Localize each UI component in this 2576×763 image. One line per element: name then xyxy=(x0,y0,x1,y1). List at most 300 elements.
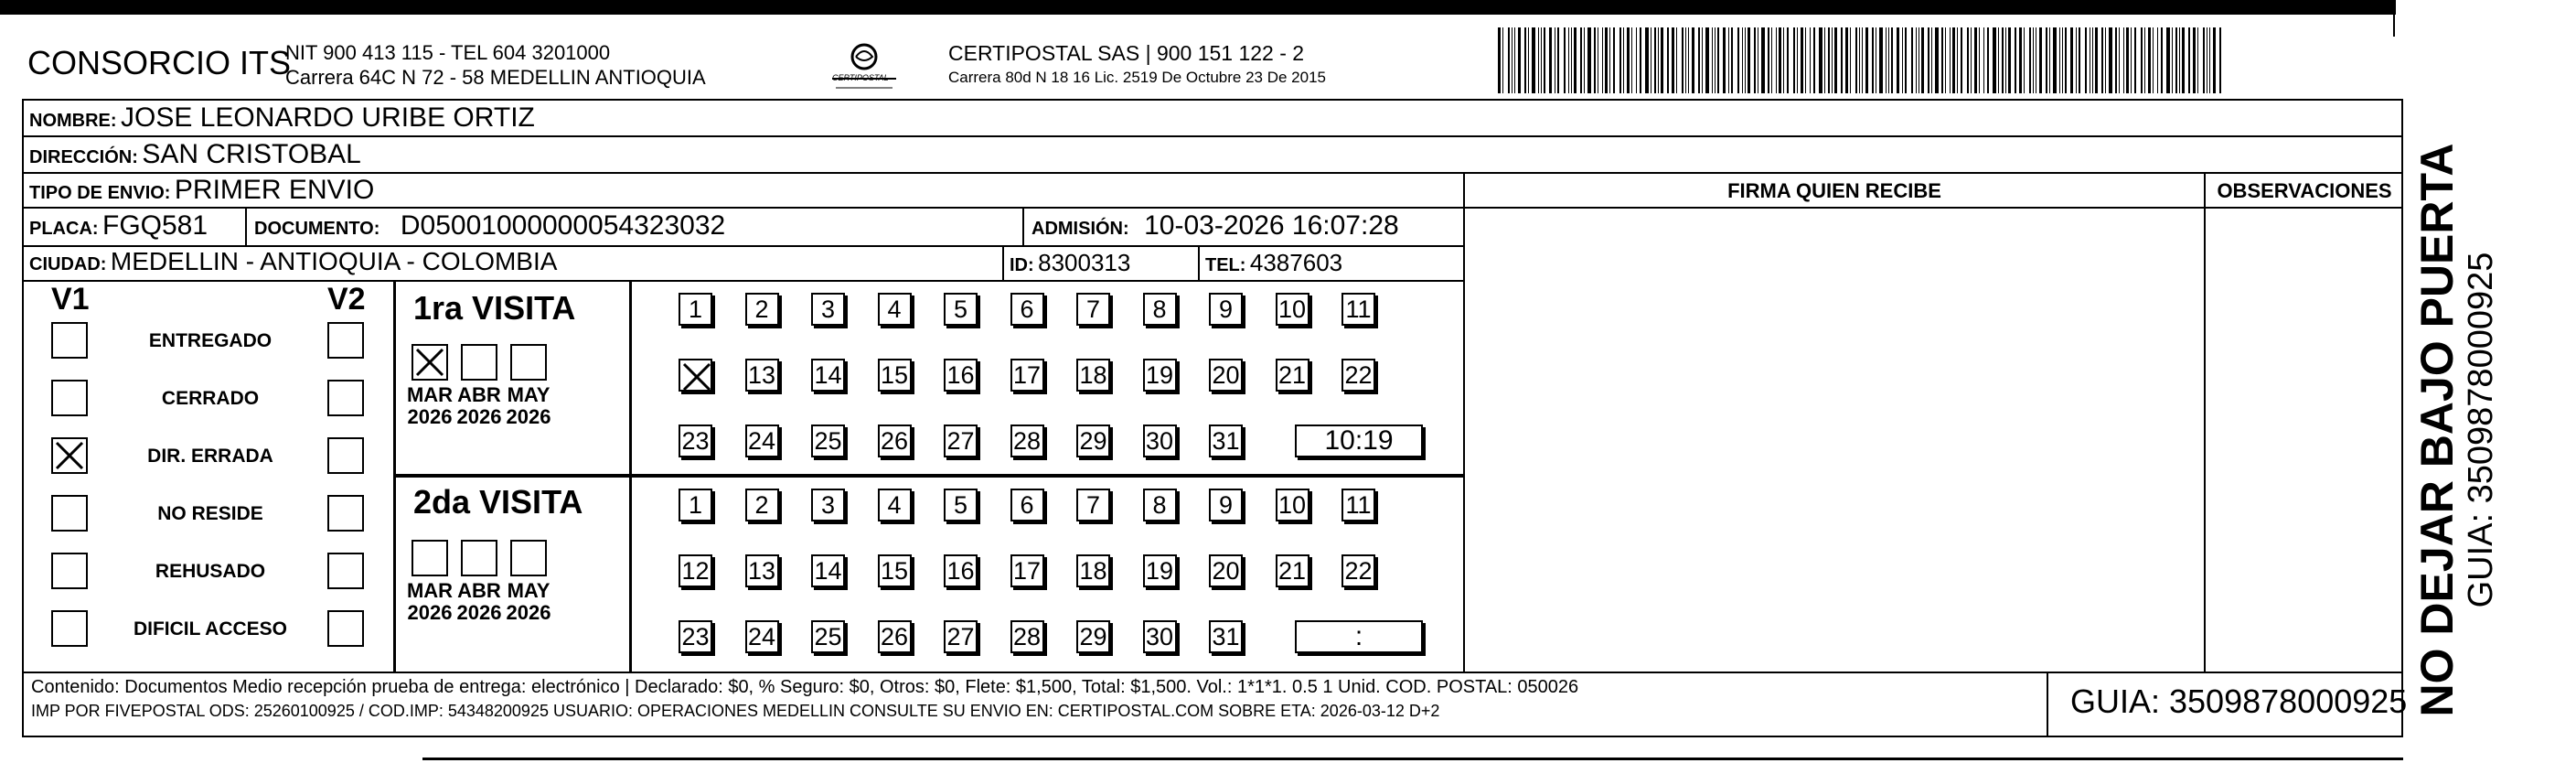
firma-header: FIRMA QUIEN RECIBE xyxy=(1727,179,1941,202)
tipo-value: PRIMER ENVIO xyxy=(174,175,375,205)
barcode-bar xyxy=(1783,27,1784,93)
barcode-bar xyxy=(2126,27,2129,93)
barcode-bar xyxy=(1850,27,1851,93)
barcode-bar xyxy=(1768,27,1769,93)
barcode-bar xyxy=(2175,27,2177,93)
barcode-bar xyxy=(1928,27,1929,93)
barcode-bar xyxy=(1891,27,1893,93)
barcode-bar xyxy=(2134,27,2136,93)
placa-field xyxy=(29,210,208,242)
v1-checkbox[interactable] xyxy=(51,553,88,589)
observaciones-header: OBSERVACIONES xyxy=(2217,179,2392,202)
barcode-bar xyxy=(1692,27,1694,93)
documento-field xyxy=(254,210,725,242)
barcode-bar xyxy=(1971,27,1972,93)
barcode-bar xyxy=(1715,27,1716,93)
row-divider xyxy=(22,280,1463,282)
barcode-bar xyxy=(1514,27,1515,93)
visit2-day-box[interactable]: 15 xyxy=(878,554,912,587)
barcode-bar xyxy=(1640,27,1641,93)
barcode-bar xyxy=(2101,27,2103,93)
barcode-bar xyxy=(1645,27,1649,93)
visit2-day-box[interactable]: 1 xyxy=(679,489,712,521)
v1-checkbox[interactable] xyxy=(51,495,88,532)
barcode-bar xyxy=(2153,27,2154,93)
barcode-bar xyxy=(1723,27,1726,93)
visit1-month-checkbox[interactable] xyxy=(412,344,448,381)
footer-line1: Contenido: Documentos Medio recepción prueba de entrega: electrónico | Declarado: $0, % Seguro: $0, Otros: $0, Flete: $1,500, Total: $1,500. Vol.: 1*1*1. 0.5 1 Unid. COD. POSTAL: 050026 xyxy=(31,677,1579,697)
visit1-title: 1ra VISITA xyxy=(413,289,576,327)
barcode-bar xyxy=(1805,27,1806,93)
barcode-bar xyxy=(1902,27,1903,93)
barcode-bar xyxy=(1886,27,1887,93)
barcode-bar xyxy=(1682,27,1683,93)
barcode-bar xyxy=(2161,27,2163,93)
barcode-bar xyxy=(1636,27,1637,93)
barcode-bar xyxy=(1568,27,1569,93)
id-value: 8300313 xyxy=(1038,249,1131,276)
visit1-month-checkbox[interactable] xyxy=(510,344,547,381)
barcode-bar xyxy=(1745,27,1746,93)
barcode-bar xyxy=(1983,27,1984,93)
visit2-title: 2da VISITA xyxy=(413,483,583,521)
visit1-day-box[interactable]: 6 xyxy=(1010,293,1044,326)
visit2-day-box[interactable]: 31 xyxy=(1209,620,1243,653)
barcode-bar xyxy=(1779,27,1781,93)
barcode-bar xyxy=(1957,27,1958,93)
issuer-address: Carrera 64C N 72 - 58 MEDELLIN ANTIOQUIA xyxy=(285,66,706,89)
carrier-info xyxy=(948,40,1326,90)
barcode-bar xyxy=(1859,27,1860,93)
v1-checkbox[interactable] xyxy=(51,610,88,647)
barcode-bar xyxy=(1737,27,1739,93)
visit2-day-box[interactable]: 24 xyxy=(745,620,779,653)
barcode-bar xyxy=(1717,27,1719,93)
v1-checkbox[interactable] xyxy=(51,437,88,474)
direccion-label: DIRECCIÓN: xyxy=(29,147,138,167)
visit2-day-box[interactable]: 17 xyxy=(1010,554,1044,587)
carrier-name: CERTIPOSTAL SAS | 900 151 122 - 2 xyxy=(948,41,1305,65)
barcode-bar xyxy=(2203,27,2205,93)
documento-value: D05001000000054323032 xyxy=(400,210,726,241)
v1-label: V1 xyxy=(51,282,90,317)
status-label: CERRADO xyxy=(161,388,260,409)
visit-divider xyxy=(393,474,1463,478)
barcode-bar xyxy=(2157,27,2158,93)
visit1-day-box[interactable]: 3 xyxy=(811,293,845,326)
visit1-month-label: MAR 2026 xyxy=(406,383,454,428)
barcode-bar xyxy=(2046,27,2047,93)
barcode-bar xyxy=(2065,27,2067,93)
visit1-day-box[interactable]: 29 xyxy=(1076,424,1110,457)
footer-line2: IMP POR FIVEPOSTAL ODS: 25260100925 / COD.IMP: 54348200925 USUARIO: OPERACIONES MEDELLIN CONSULTE SU ENVIO EN: CERTIPOSTAL.COM SOBRE ETA: 2026-03-12 D+2 xyxy=(31,702,1440,720)
barcode-bar xyxy=(1631,27,1632,93)
visit2-month-checkbox[interactable] xyxy=(461,540,497,576)
barcode-bar xyxy=(1828,27,1830,93)
barcode-bar xyxy=(2109,27,2112,93)
status-label: NO RESIDE xyxy=(157,503,263,524)
visit1-day-box[interactable]: 10 xyxy=(1276,293,1309,326)
visit1-day-box[interactable]: 4 xyxy=(878,293,912,326)
barcode-bar xyxy=(1801,27,1803,93)
barcode-bar xyxy=(1658,27,1659,93)
barcode-bar xyxy=(1705,27,1709,93)
barcode-bar xyxy=(1524,27,1526,93)
visit1-day-box[interactable]: 26 xyxy=(878,424,912,457)
barcode-bar xyxy=(1813,27,1815,93)
certipostal-logo xyxy=(823,38,905,93)
visit1-day-box[interactable]: 11 xyxy=(1341,293,1375,326)
barcode-bar xyxy=(1793,27,1795,93)
side-warning-text: NO DEJAR BAJO PUERTA xyxy=(2411,143,2463,717)
visit2-day-box[interactable]: 21 xyxy=(1276,554,1309,587)
status-label: DIR. ERRADA xyxy=(147,446,273,467)
col-divider-obs xyxy=(2204,172,2206,672)
barcode-bar xyxy=(1952,27,1955,93)
barcode-bar xyxy=(1761,27,1765,93)
barcode-bar xyxy=(1834,27,1837,93)
barcode-bar xyxy=(1667,27,1669,93)
barcode-bar xyxy=(1584,27,1585,93)
barcode-bar xyxy=(1993,27,1996,93)
row-divider xyxy=(22,135,2403,137)
visit1-day-box[interactable]: 5 xyxy=(944,293,978,326)
barcode-bar xyxy=(2079,27,2080,93)
visit2-time-box[interactable]: : xyxy=(1295,620,1423,653)
visit2-day-box[interactable]: 16 xyxy=(944,554,978,587)
barcode-bar xyxy=(2213,27,2216,93)
barcode-bar xyxy=(2197,27,2198,93)
visit2-day-box[interactable]: 28 xyxy=(1010,620,1044,653)
barcode-bar xyxy=(1654,27,1656,93)
v1-checkbox[interactable] xyxy=(51,380,88,416)
barcode-bar xyxy=(1754,27,1756,93)
visit1-day-box[interactable]: 21 xyxy=(1276,359,1309,392)
visit2-day-box[interactable]: 30 xyxy=(1143,620,1177,653)
tel-label: TEL: xyxy=(1205,255,1246,275)
barcode-bar xyxy=(2123,27,2124,93)
cell-divider xyxy=(245,207,247,245)
visit1-day-box[interactable]: 24 xyxy=(745,424,779,457)
issuer-nit: NIT 900 413 115 - TEL 604 3201000 xyxy=(285,41,611,64)
visit2-day-box[interactable]: 27 xyxy=(944,620,978,653)
barcode-bar xyxy=(1941,27,1943,93)
visit2-day-box[interactable]: 14 xyxy=(811,554,845,587)
barcode-bar xyxy=(1528,27,1529,93)
barcode-bar xyxy=(1564,27,1566,93)
barcode-bar xyxy=(1549,27,1552,93)
v2-checkbox[interactable] xyxy=(327,437,364,474)
visit1-day-box[interactable]: 1 xyxy=(679,293,712,326)
barcode-bar xyxy=(1609,27,1610,93)
barcode-bar xyxy=(1865,27,1868,93)
side-warning xyxy=(2412,128,2522,732)
barcode-bar xyxy=(1502,27,1503,93)
barcode-bar xyxy=(1879,27,1883,93)
barcode-bar xyxy=(2172,27,2173,93)
barcode-bar xyxy=(1987,27,1989,93)
visit2-day-box[interactable]: 26 xyxy=(878,620,912,653)
visit1-day-box[interactable]: 7 xyxy=(1076,293,1110,326)
visit1-day-box[interactable]: 17 xyxy=(1010,359,1044,392)
barcode-bar xyxy=(1832,27,1833,93)
direccion-value: SAN CRISTOBAL xyxy=(142,139,361,169)
barcode-bar xyxy=(1935,27,1939,93)
visit2-day-box[interactable]: 13 xyxy=(745,554,779,587)
barcode-bar xyxy=(1532,27,1535,93)
barcode-bar xyxy=(2002,27,2004,93)
visit2-month-checkbox[interactable] xyxy=(510,540,547,576)
barcode-bar xyxy=(1742,27,1743,93)
barcode-bar xyxy=(1557,27,1559,93)
barcode-bar xyxy=(1731,27,1733,93)
barcode-bar xyxy=(1602,27,1603,93)
visit2-day-box[interactable]: 19 xyxy=(1143,554,1177,587)
ciudad-label: CIUDAD: xyxy=(29,254,107,274)
certipostal-logo-icon xyxy=(823,38,905,93)
visit1-day-box[interactable]: 20 xyxy=(1209,359,1243,392)
v2-checkbox[interactable] xyxy=(327,322,364,359)
visit1-day-box[interactable]: 14 xyxy=(811,359,845,392)
visit2-month-label: MAY 2026 xyxy=(506,579,551,624)
barcode-bar xyxy=(1613,27,1615,93)
barcode-bar xyxy=(1797,27,1798,93)
visit1-day-box[interactable]: 13 xyxy=(745,359,779,392)
barcode-bar xyxy=(2005,27,2006,93)
barcode-bar xyxy=(2219,27,2221,93)
visit2-month-label: ABR 2026 xyxy=(456,579,502,624)
visit2-day-box[interactable]: 22 xyxy=(1341,554,1375,587)
visit1-day-box[interactable]: 22 xyxy=(1341,359,1375,392)
barcode-bar xyxy=(1824,27,1825,93)
id-label: ID: xyxy=(1010,255,1034,275)
visit2-month-checkbox[interactable] xyxy=(412,540,448,576)
barcode-bar xyxy=(2182,27,2185,93)
barcode-bar xyxy=(1810,27,1811,93)
visit1-day-box[interactable]: 15 xyxy=(878,359,912,392)
barcode-bar xyxy=(1974,27,1977,93)
ciudad-field xyxy=(29,247,557,276)
visit2-day-box[interactable]: 3 xyxy=(811,489,845,521)
barcode-bar xyxy=(1508,27,1510,93)
v2-checkbox[interactable] xyxy=(327,495,364,532)
barcode-bar xyxy=(1845,27,1848,93)
barcode-bar xyxy=(1872,27,1874,93)
visit1-day-box[interactable]: 18 xyxy=(1076,359,1110,392)
row-divider xyxy=(22,207,2403,209)
barcode-bar xyxy=(2039,27,2042,93)
top-right-tick xyxy=(2393,0,2395,37)
barcode-bar xyxy=(1571,27,1572,93)
ciudad-value: MEDELLIN - ANTIOQUIA - COLOMBIA xyxy=(110,247,558,275)
visit1-time-box[interactable]: 10:19 xyxy=(1295,424,1423,457)
barcode-bar xyxy=(2188,27,2190,93)
visit1-day-box[interactable]: 19 xyxy=(1143,359,1177,392)
visit2-day-box[interactable]: 18 xyxy=(1076,554,1110,587)
nombre-value: JOSE LEONARDO URIBE ORTIZ xyxy=(121,102,535,133)
nombre-field xyxy=(29,102,535,134)
barcode-bar xyxy=(2105,27,2106,93)
barcode-bar xyxy=(2092,27,2093,93)
barcode-bar xyxy=(1776,27,1777,93)
tel-field xyxy=(1205,249,1342,277)
barcode-bar xyxy=(1627,27,1630,93)
footer-divider xyxy=(2047,672,2048,737)
barcode-bar xyxy=(2053,27,2057,93)
status-label: REHUSADO xyxy=(155,561,266,582)
barcode-bar xyxy=(1855,27,1857,93)
barcode-bar xyxy=(1998,27,1999,93)
footer-details xyxy=(31,675,2043,723)
visit1-day-box[interactable]: 28 xyxy=(1010,424,1044,457)
barcode-bar xyxy=(2131,27,2132,93)
v2-checkbox[interactable] xyxy=(327,553,364,589)
visit2-day-box[interactable]: 7 xyxy=(1076,489,1110,521)
barcode-bar xyxy=(1676,27,1677,93)
barcode-bar xyxy=(2144,27,2145,93)
cell-divider xyxy=(1022,207,1024,245)
barcode-bar xyxy=(2119,27,2120,93)
placa-value: FGQ581 xyxy=(102,210,208,241)
issuer-info xyxy=(285,40,706,90)
admision-label: ADMISIÓN: xyxy=(1031,219,1129,239)
barcode-bar xyxy=(1921,27,1924,93)
v2-checkbox[interactable] xyxy=(327,610,364,647)
visit2-day-box[interactable]: 23 xyxy=(679,620,712,653)
logo-caption: CERTIPOSTAL xyxy=(832,73,889,82)
visit2-day-box[interactable]: 6 xyxy=(1010,489,1044,521)
barcode-bar xyxy=(1897,27,1899,93)
placa-label: PLACA: xyxy=(29,219,99,239)
barcode-bar xyxy=(1862,27,1863,93)
barcode xyxy=(1498,27,2229,93)
barcode-bar xyxy=(1688,27,1689,93)
barcode-bar xyxy=(2148,27,2151,93)
visit2-day-box[interactable]: 5 xyxy=(944,489,978,521)
barcode-bar xyxy=(1544,27,1545,93)
barcode-bar xyxy=(2095,27,2098,93)
visit2-day-box[interactable]: 4 xyxy=(878,489,912,521)
barcode-bar xyxy=(1685,27,1686,93)
carrier-address: Carrera 80d N 18 16 Lic. 2519 De Octubre 23 De 2015 xyxy=(948,69,1326,86)
barcode-bar xyxy=(2029,27,2031,93)
barcode-bar xyxy=(2076,27,2077,93)
visit2-day-box[interactable]: 2 xyxy=(745,489,779,521)
barcode-bar xyxy=(1574,27,1577,93)
nombre-label: NOMBRE: xyxy=(29,111,117,131)
status-divider xyxy=(393,280,396,672)
visit1-day-box[interactable]: 23 xyxy=(679,424,712,457)
barcode-bar xyxy=(1748,27,1750,93)
barcode-bar xyxy=(1888,27,1889,93)
barcode-bar xyxy=(2193,27,2196,93)
id-field xyxy=(1010,249,1130,277)
barcode-bar xyxy=(2085,27,2087,93)
visit1-day-box[interactable]: 2 xyxy=(745,293,779,326)
v1-checkbox[interactable] xyxy=(51,322,88,359)
visit2-day-box[interactable]: 10 xyxy=(1276,489,1309,521)
barcode-bar xyxy=(1771,27,1772,93)
barcode-bar xyxy=(1672,27,1674,93)
barcode-bar xyxy=(1979,27,1980,93)
barcode-bar xyxy=(1945,27,1946,93)
cell-divider xyxy=(1198,245,1200,280)
visit1-day-box[interactable]: 25 xyxy=(811,424,845,457)
barcode-bar xyxy=(2115,27,2117,93)
barcode-bar xyxy=(1594,27,1596,93)
barcode-bar xyxy=(1541,27,1542,93)
visit1-day-box[interactable]: 30 xyxy=(1143,424,1177,457)
visit1-day-box[interactable]: 9 xyxy=(1209,293,1243,326)
tel-value: 4387603 xyxy=(1249,249,1343,276)
v2-checkbox[interactable] xyxy=(327,380,364,416)
visit1-month-label: MAY 2026 xyxy=(506,383,551,428)
status-label: ENTREGADO xyxy=(148,330,273,351)
admision-field xyxy=(1031,210,1399,242)
visit1-day-box[interactable] xyxy=(679,359,712,392)
barcode-bar xyxy=(2059,27,2060,93)
barcode-bar xyxy=(1712,27,1713,93)
barcode-bar xyxy=(2141,27,2143,93)
barcode-bar xyxy=(1841,27,1843,93)
barcode-bar xyxy=(1518,27,1521,93)
barcode-bar xyxy=(1698,27,1700,93)
barcode-bar xyxy=(1961,27,1962,93)
barcode-bar xyxy=(1580,27,1582,93)
visit2-day-box[interactable]: 8 xyxy=(1143,489,1177,521)
visit-divider-v xyxy=(629,280,632,672)
barcode-bar xyxy=(1623,27,1624,93)
visit1-day-box[interactable]: 31 xyxy=(1209,424,1243,457)
visit2-day-box[interactable]: 12 xyxy=(679,554,712,587)
barcode-bar xyxy=(1787,27,1789,93)
barcode-bar xyxy=(1538,27,1539,93)
tipo-label: TIPO DE ENVIO: xyxy=(29,183,171,203)
visit2-day-box[interactable]: 25 xyxy=(811,620,845,653)
barcode-bar xyxy=(2179,27,2180,93)
barcode-bar xyxy=(2209,27,2210,93)
barcode-bar xyxy=(1498,27,1501,93)
visit2-day-box[interactable]: 29 xyxy=(1076,620,1110,653)
barcode-bar xyxy=(1587,27,1591,93)
visit1-month-checkbox[interactable] xyxy=(461,344,497,381)
barcode-bar xyxy=(2019,27,2022,93)
barcode-bar xyxy=(1911,27,1913,93)
barcode-bar xyxy=(2024,27,2025,93)
visit1-day-box[interactable]: 27 xyxy=(944,424,978,457)
cell-divider xyxy=(1002,245,1004,280)
visit2-day-box[interactable]: 20 xyxy=(1209,554,1243,587)
footer-guia: GUIA: 3509878000925 xyxy=(2070,682,2408,720)
documento-label: DOCUMENTO: xyxy=(254,219,380,239)
barcode-bar xyxy=(1702,27,1703,93)
col-divider-firma xyxy=(1463,172,1465,672)
barcode-bar xyxy=(1819,27,1822,93)
visit2-day-box[interactable]: 9 xyxy=(1209,489,1243,521)
visit2-day-box[interactable]: 11 xyxy=(1341,489,1375,521)
barcode-bar xyxy=(2070,27,2073,93)
status-label: DIFICIL ACCESO xyxy=(133,618,287,639)
barcode-bar xyxy=(1967,27,1969,93)
visit1-day-box[interactable]: 8 xyxy=(1143,293,1177,326)
visit2-month-label: MAR 2026 xyxy=(406,579,454,624)
brand-name: CONSORCIO ITS xyxy=(27,44,292,81)
visit1-day-box[interactable]: 16 xyxy=(944,359,978,392)
bottom-line xyxy=(422,758,2403,760)
barcode-bar xyxy=(1916,27,1917,93)
visit1-month-label: ABR 2026 xyxy=(456,383,502,428)
top-border-bar xyxy=(0,0,2396,15)
